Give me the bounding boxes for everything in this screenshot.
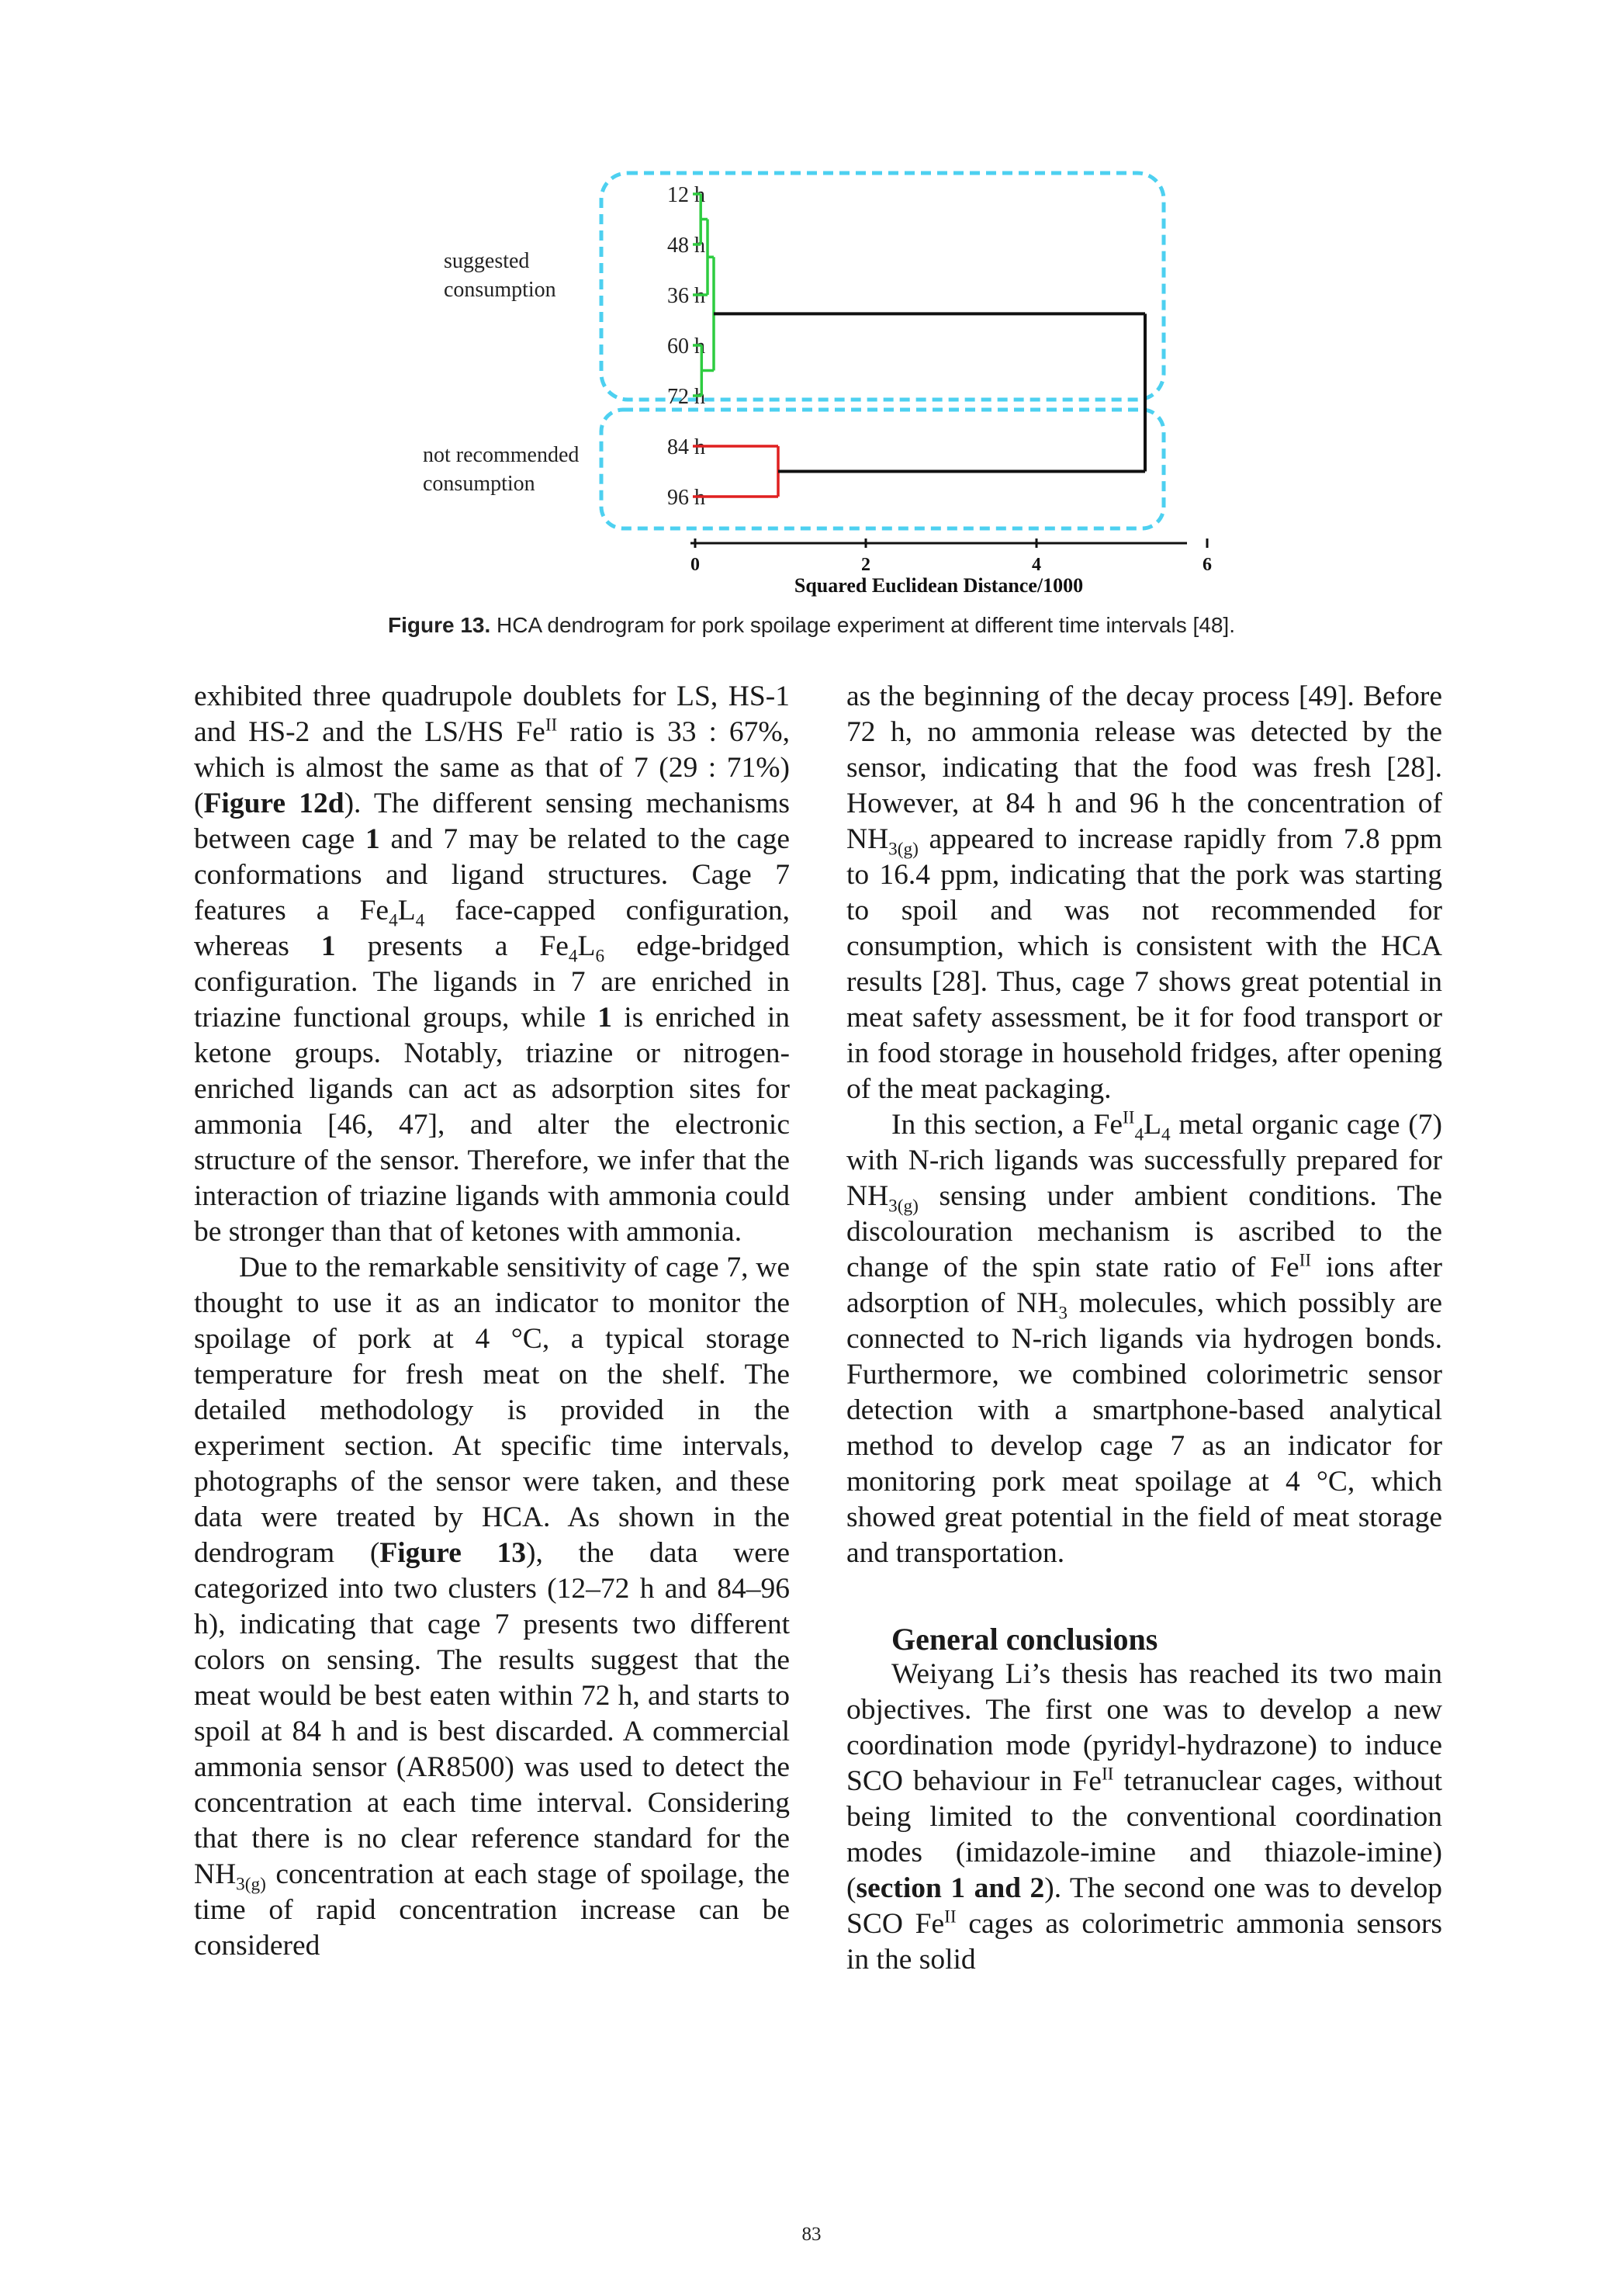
right-column (846, 679, 1442, 1978)
leaf-label: 72 h (667, 385, 705, 409)
x-tick-label: 4 (1032, 555, 1041, 575)
leaf-label: 84 h (667, 435, 705, 459)
section-heading-general-conclusions: General conclusions (891, 1622, 1158, 1657)
x-axis-label: Squared Euclidean Distance/1000 (794, 574, 1084, 597)
left-paragraph-2: Due to the remarkable sensitivity of cage 7, we thought to use it as an indicator to monitor the spoilage of pork at 4 °C, a typical storage temperature for fresh meat on the shelf. The detailed methodology is provided in the experiment section. At specific time intervals, photographs of the sensor were taken, and these data were treated by HCA. As shown in the dendrogram (Figure 13), the data were categorized into two clusters (12–72 h and 84–96 h), indicating that cage 7 presents two different colors on sensing. The results suggest that the meat would be best eaten within 72 h, and starts to spoil at 84 h and is best discarded. A commercial ammonia sensor (AR8500) was used to detect the concentration at each time interval. Considering that there is no clear reference standard for the $NH_{3(g)}$ concentration at each stage of spoilage, the time of rapid concentration increase can be considered (194, 1252, 790, 1962)
leaf-label: 36 h (667, 284, 705, 308)
hca-dendrogram (411, 163, 1218, 605)
leaf-label: 48 h (667, 234, 705, 258)
dendrogram-links (693, 194, 1145, 497)
group-label-suggested: suggested consumption (444, 249, 556, 302)
page-number: 83 (801, 2224, 822, 2245)
left-column (194, 679, 790, 1964)
left-paragraph-1: exhibited three quadrupole doublets for LS, HS-1 and HS-2 and the LS/HS $Fe^{II}$ ratio is 33 : 67%, which is almost the same as that of 7 (29 : 71%) (Figure 12d). The different sensing mechanisms between cage 1 and 7 may be related to the cage conformations and ligand structures. Cage 7 features a $Fe_4L_4$ face-capped configuration, whereas 1 presents a $Fe_4L_6$ edge-bridged configuration. The ligands in 7 are enriched in triazine functional groups, while 1 is enriched in ketone groups. Notably, triazine or nitrogen-enriched ligands can act as adsorption sites for ammonia [46, 47], and alter the electronic structure of the sensor. Therefore, we infer that the interaction of triazine ligands with ammonia could be stronger than that of ketones with ammonia. (194, 680, 790, 1248)
cluster-box-not-recommended (601, 410, 1164, 528)
leaf-label: 60 h (667, 334, 705, 358)
leaf-label: 96 h (667, 486, 705, 510)
right-paragraph-1: as the beginning of the decay process [49]. Before 72 h, no ammonia release was detected by the sensor, indicating that the food was fresh [28]. However, at 84 h and 96 h the concentration of $NH_{3(g)}$ appeared to increase rapidly from 7.8 ppm to 16.4 ppm, indicating that the pork was starting to spoil and was not recommended for consumption, which is consistent with the HCA results [28]. Thus, cage 7 shows great potential in meat safety assessment, be it for food transport or in food storage in household fridges, after opening of the meat packaging. (846, 680, 1442, 1105)
right-paragraph-3: Weiyang Li’s thesis has reached its two main objectives. The first one was to develop a new coordination mode (pyridyl-hydrazone) to induce SCO behaviour in $Fe^{II}$ tetranuclear cages, without being limited to the conventional coordination modes (imidazole-imine and thiazole-imine) (section 1 and 2). The second one was to develop SCO $Fe^{II}$ cages as colorimetric ammonia sensors in the solid (846, 1658, 1442, 1976)
x-tick-label: 0 (690, 555, 700, 575)
x-tick-label: 6 (1203, 555, 1212, 575)
group-label-not-recommended: not recommended consumption (423, 443, 580, 496)
caption-text: HCA dendrogram for pork spoilage experiment at different time intervals [48]. (490, 613, 1235, 637)
leaf-label: 12 h (667, 183, 705, 207)
x-axis (690, 539, 1212, 575)
caption-label: Figure 13. (387, 613, 491, 637)
figure-caption (0, 613, 1623, 638)
right-paragraph-2: In this section, a $Fe^{II}_4L_4$ metal organic cage (7) with N-rich ligands was successfully prepared for $NH_{3(g)}$ sensing under ambient conditions. The discolouration mechanism is ascribed to the change of the spin state ratio of $Fe^{II}$ ions after adsorption of $NH_3$ molecules, which possibly are connected to N-rich ligands via hydrogen bonds. Furthermore, we combined colorimetric sensor detection with a smartphone-based analytical method to develop cage 7 as an indicator for monitoring pork meat spoilage at 4 °C, which showed great potential in the field of meat storage and transportation. (846, 1107, 1442, 1569)
x-tick-label: 2 (861, 555, 870, 575)
